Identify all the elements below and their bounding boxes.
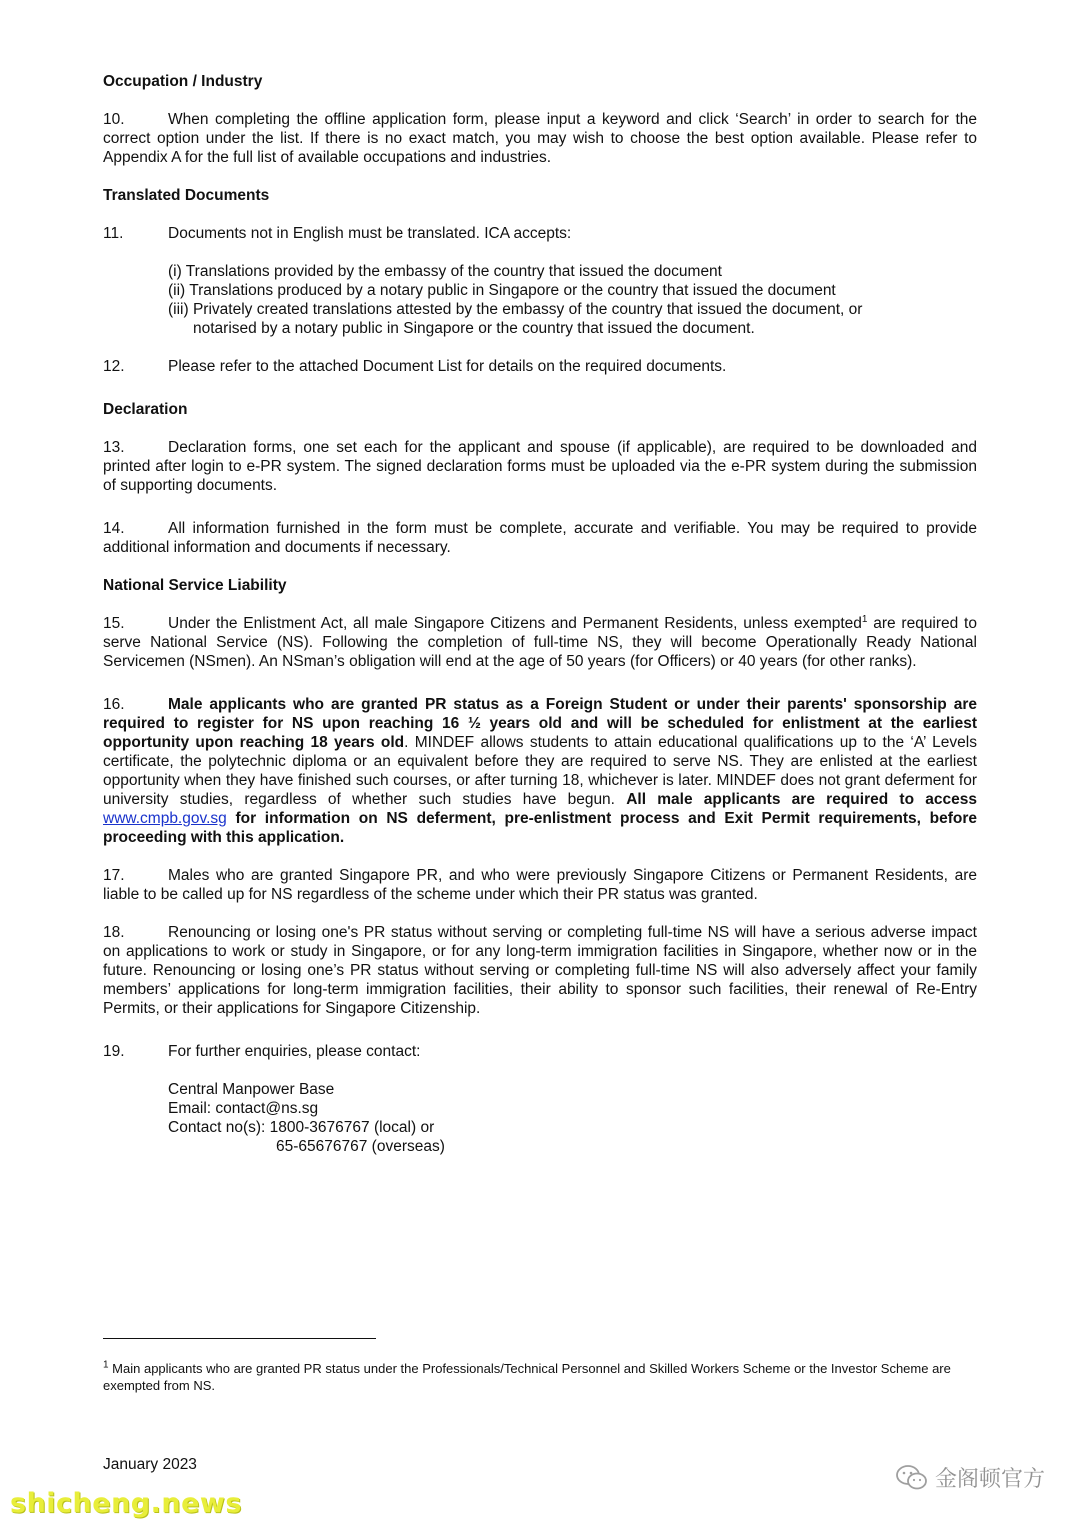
- section-heading-occupation: Occupation / Industry: [103, 73, 263, 90]
- paragraph-text: are required to serve National Service (NS). Following the completion of full-time NS, they will become Operationally Ready National Servicemen (NSmen). An NSman’s obligation will end at the age of 50 years (for Officers) or 40 years (for other ranks).: [103, 615, 977, 670]
- paragraph-text: Under the Enlistment Act, all male Singapore Citizens and Permanent Residents, unless exempted: [168, 615, 862, 632]
- paragraph-number: 13.: [103, 439, 125, 456]
- paragraph-number: 19.: [103, 1043, 125, 1060]
- wechat-icon: [895, 1464, 929, 1492]
- paragraph-text: Declaration forms, one set each for the applicant and spouse (if applicable), are required to be downloaded and printed after login to e-PR system. The signed declaration forms must be uploaded via the e-PR system during the submission of supporting documents.: [103, 439, 977, 494]
- paragraph-16: [103, 695, 977, 847]
- footnote-text: Main applicants who are granted PR status under the Professionals/Technical Personnel and Skilled Workers Scheme or the Investor Scheme are exempted from NS.: [103, 1361, 951, 1393]
- list-item-text: (iii) Privately created translations attested by the embassy of the country that issued the document, or: [168, 301, 863, 318]
- paragraph-bold-text: for information on NS deferment, pre-enlistment process and Exit Permit requirements, before proceeding with this application.: [103, 810, 977, 846]
- paragraph-number: 17.: [103, 867, 125, 884]
- paragraph-text: For further enquiries, please contact:: [168, 1043, 421, 1060]
- paragraph-14: [103, 519, 977, 557]
- site-watermark: shicheng.news: [10, 1488, 242, 1519]
- paragraph-12: [103, 357, 977, 376]
- paragraph-text: Males who are granted Singapore PR, and who were previously Singapore Citizens or Permanent Residents, are liable to be called up for NS regardless of the scheme under which their PR status was granted.: [103, 867, 977, 903]
- paragraph-text: All information furnished in the form must be complete, accurate and verifiable. You may be required to provide additional information and documents if necessary.: [103, 520, 977, 556]
- contact-block: [168, 1080, 977, 1156]
- wechat-account-name: 金阁顿官方: [934, 1466, 1045, 1491]
- list-item: (i) Translations provided by the embassy of the country that issued the document: [168, 263, 722, 280]
- paragraph-bold-text: Male applicants who are granted PR status as a Foreign Student or under their parents' sponsorship are required to register for NS upon reaching 16 ½ years old and will be scheduled for enlistment at the earliest opportunity upon reaching 18 years old: [103, 696, 977, 751]
- paragraph-18: [103, 923, 977, 1018]
- list-item: (ii) Translations produced by a notary public in Singapore or the country that issued the document: [168, 282, 836, 299]
- paragraph-number: 18.: [103, 924, 125, 941]
- paragraph-text: . MINDEF allows students to attain educational qualifications up to the ‘A’ Levels certificate, the polytechnic diploma or an equivalent before they are required to serve NS. They are enlisted at the earliest opportunity when they have finished such courses, or after turning 18, whichever is later. MINDEF does not grant deferment for university studies, regardless of whether such studies have begun.: [103, 734, 977, 808]
- list-item: [168, 300, 977, 338]
- contact-organisation: Central Manpower Base: [168, 1081, 335, 1098]
- contact-phone-local: [168, 1118, 977, 1137]
- contact-email: Email: contact@ns.sg: [168, 1100, 319, 1117]
- contact-phone-value: 1800-3676767 (local) or: [269, 1119, 435, 1136]
- contact-phone-label: Contact no(s):: [168, 1119, 270, 1136]
- paragraph-text: Documents not in English must be translated. ICA accepts:: [168, 225, 572, 242]
- section-heading-translated-documents: Translated Documents: [103, 187, 270, 204]
- paragraph-text: Please refer to the attached Document List for details on the required documents.: [168, 358, 727, 375]
- paragraph-number: 15.: [103, 615, 125, 632]
- section-heading-ns-liability: National Service Liability: [103, 577, 287, 594]
- footnote: [103, 1360, 977, 1394]
- paragraph-17: [103, 866, 977, 904]
- paragraph-number: 10.: [103, 111, 125, 128]
- wechat-watermark: [895, 1462, 1045, 1493]
- section-heading-declaration: Declaration: [103, 401, 188, 418]
- footnote-reference: 1: [861, 613, 868, 625]
- paragraph-13: [103, 438, 977, 495]
- paragraph-19: [103, 1042, 977, 1061]
- paragraph-text: Renouncing or losing one's PR status without serving or completing full-time NS will have a serious adverse impact on applications to work or study in Singapore, or for any long-term immigration facilities in Singapore, whether now or in the future. Renouncing or losing one’s PR status without serving or completing full-time NS will also adversely affect your family members’ applications for long-term immigration facilities, their ability to sponsor such facilities, their renewal of Re-Entry Permits, or their applications for Singapore Citizenship.: [103, 924, 977, 1017]
- cmpb-website-link[interactable]: www.cmpb.gov.sg: [103, 810, 227, 827]
- paragraph-text: When completing the offline application form, please input a keyword and click ‘Search’ in order to search for the correct option under the list. If there is no exact match, you may wish to choose the best option available. Please refer to Appendix A for the full list of available occupations and industries.: [103, 111, 977, 166]
- paragraph-number: 14.: [103, 520, 125, 537]
- paragraph-number: 11.: [103, 225, 124, 242]
- list-item-continuation: notarised by a notary public in Singapore or the country that issued the document.: [193, 320, 755, 337]
- accepted-translations-list: [168, 262, 977, 338]
- paragraph-bold-text: All male applicants are required to access: [626, 791, 977, 808]
- document-date: January 2023: [103, 1456, 197, 1473]
- document-page: [103, 72, 977, 1175]
- paragraph-number: 16.: [103, 696, 125, 713]
- paragraph-10: [103, 110, 977, 167]
- contact-phone-value: 65-65676767 (overseas): [276, 1138, 445, 1155]
- paragraph-number: 12.: [103, 358, 125, 375]
- paragraph-11: [103, 224, 977, 243]
- footnote-mark: 1: [103, 1359, 109, 1371]
- paragraph-15: [103, 614, 977, 671]
- footnote-divider: [103, 1338, 376, 1339]
- contact-phone-overseas: [168, 1137, 977, 1156]
